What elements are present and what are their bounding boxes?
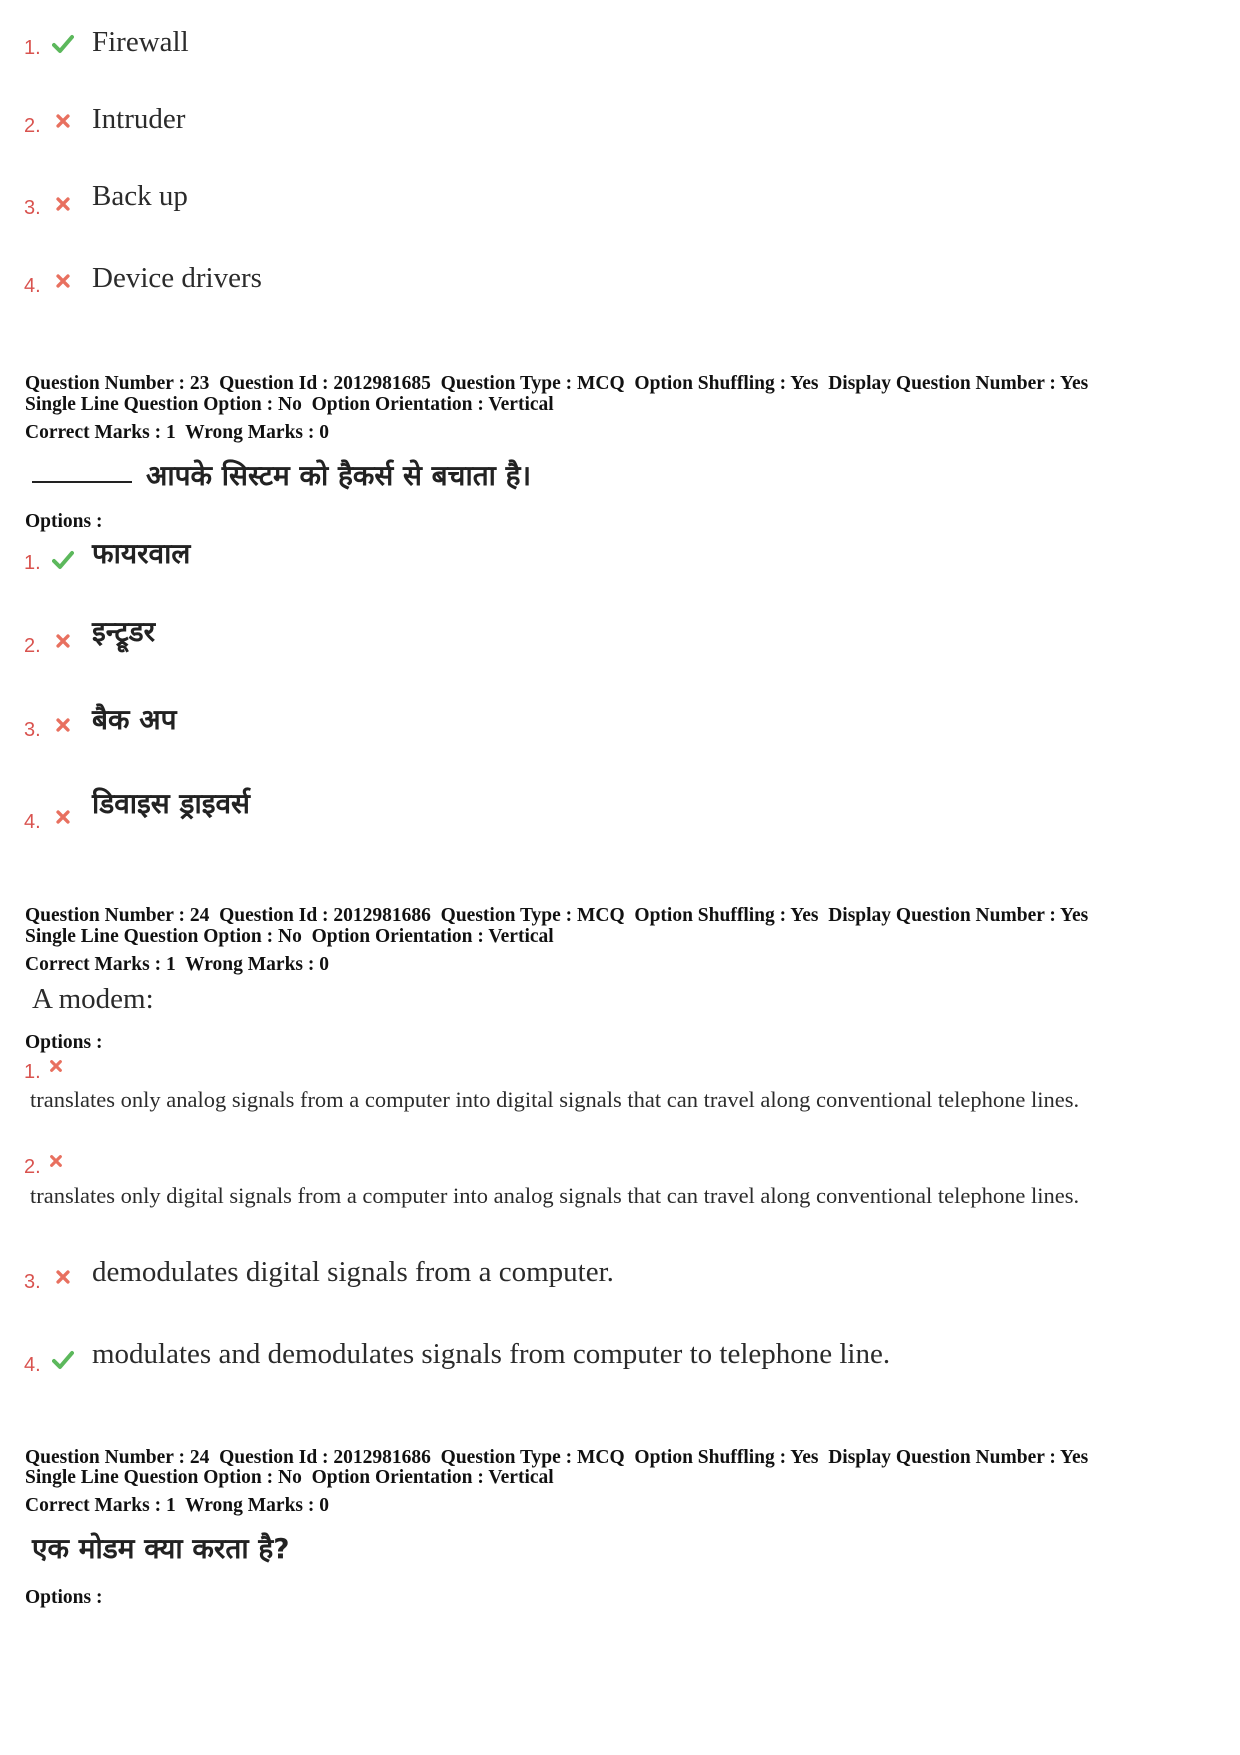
option-number: 4. (24, 275, 41, 297)
question-meta-line: Question Number : 24 Question Id : 2012981686 Question Type : MCQ Option Shuffling : Yes Display Question Number : Yes (25, 905, 1089, 926)
cross-icon (48, 1058, 64, 1074)
cross-icon (54, 808, 72, 826)
option-number: 3. (24, 1271, 41, 1293)
question-text: A modem: (32, 983, 154, 1015)
check-icon (52, 549, 74, 571)
question-text: एक मोडम क्या करता है? (32, 1532, 290, 1565)
question-meta-line: Question Number : 24 Question Id : 2012981686 Question Type : MCQ Option Shuffling : Yes Display Question Number : Yes (25, 1447, 1089, 1468)
options-label: Options : (25, 1032, 103, 1053)
options-label: Options : (25, 1587, 103, 1608)
marks-line: Correct Marks : 1 Wrong Marks : 0 (25, 1495, 330, 1516)
option-number: 2. (24, 1156, 41, 1178)
option-text: modulates and demodulates signals from computer to telephone line. (92, 1338, 891, 1370)
option-number: 1. (24, 1061, 41, 1083)
question-meta-line: Single Line Question Option : No Option Orientation : Vertical (25, 1467, 554, 1488)
question-meta-line: Single Line Question Option : No Option Orientation : Vertical (25, 394, 554, 415)
option-number: 1. (24, 552, 41, 574)
cross-icon (54, 1268, 72, 1286)
cross-icon (48, 1153, 64, 1169)
cross-icon (54, 112, 72, 130)
option-number: 3. (24, 719, 41, 741)
question-text-body: आपके सिस्टम को हैकर्स से बचाता है। (146, 459, 532, 492)
option-text: translates only digital signals from a computer into analog signals that can travel along conventional telephone lines. (30, 1183, 1080, 1208)
fill-in-blank (32, 481, 132, 483)
option-text: इन्ट्रूडर (92, 615, 156, 648)
option-text: Firewall (92, 26, 189, 58)
option-text: Intruder (92, 103, 186, 135)
option-number: 1. (24, 37, 41, 59)
marks-line: Correct Marks : 1 Wrong Marks : 0 (25, 422, 330, 443)
cross-icon (54, 632, 72, 650)
option-text: demodulates digital signals from a computer. (92, 1256, 614, 1288)
option-number: 4. (24, 811, 41, 833)
marks-line: Correct Marks : 1 Wrong Marks : 0 (25, 954, 330, 975)
question-meta-line: Single Line Question Option : No Option Orientation : Vertical (25, 926, 554, 947)
question-text (32, 459, 532, 492)
option-number: 2. (24, 115, 41, 137)
cross-icon (54, 716, 72, 734)
option-text: Device drivers (92, 262, 262, 294)
check-icon (52, 33, 74, 55)
option-text: translates only analog signals from a computer into digital signals that can travel along conventional telephone lines. (30, 1087, 1080, 1112)
options-label: Options : (25, 511, 103, 532)
cross-icon (54, 195, 72, 213)
check-icon (52, 1349, 74, 1371)
option-text: Back up (92, 180, 188, 212)
option-number: 4. (24, 1354, 41, 1376)
option-number: 2. (24, 635, 41, 657)
cross-icon (54, 272, 72, 290)
option-number: 3. (24, 197, 41, 219)
option-text: डिवाइस ड्राइवर्स (92, 787, 250, 820)
question-meta-line: Question Number : 23 Question Id : 2012981685 Question Type : MCQ Option Shuffling : Yes Display Question Number : Yes (25, 373, 1089, 394)
option-text: बैक अप (92, 703, 177, 736)
option-text: फायरवाल (92, 537, 191, 570)
